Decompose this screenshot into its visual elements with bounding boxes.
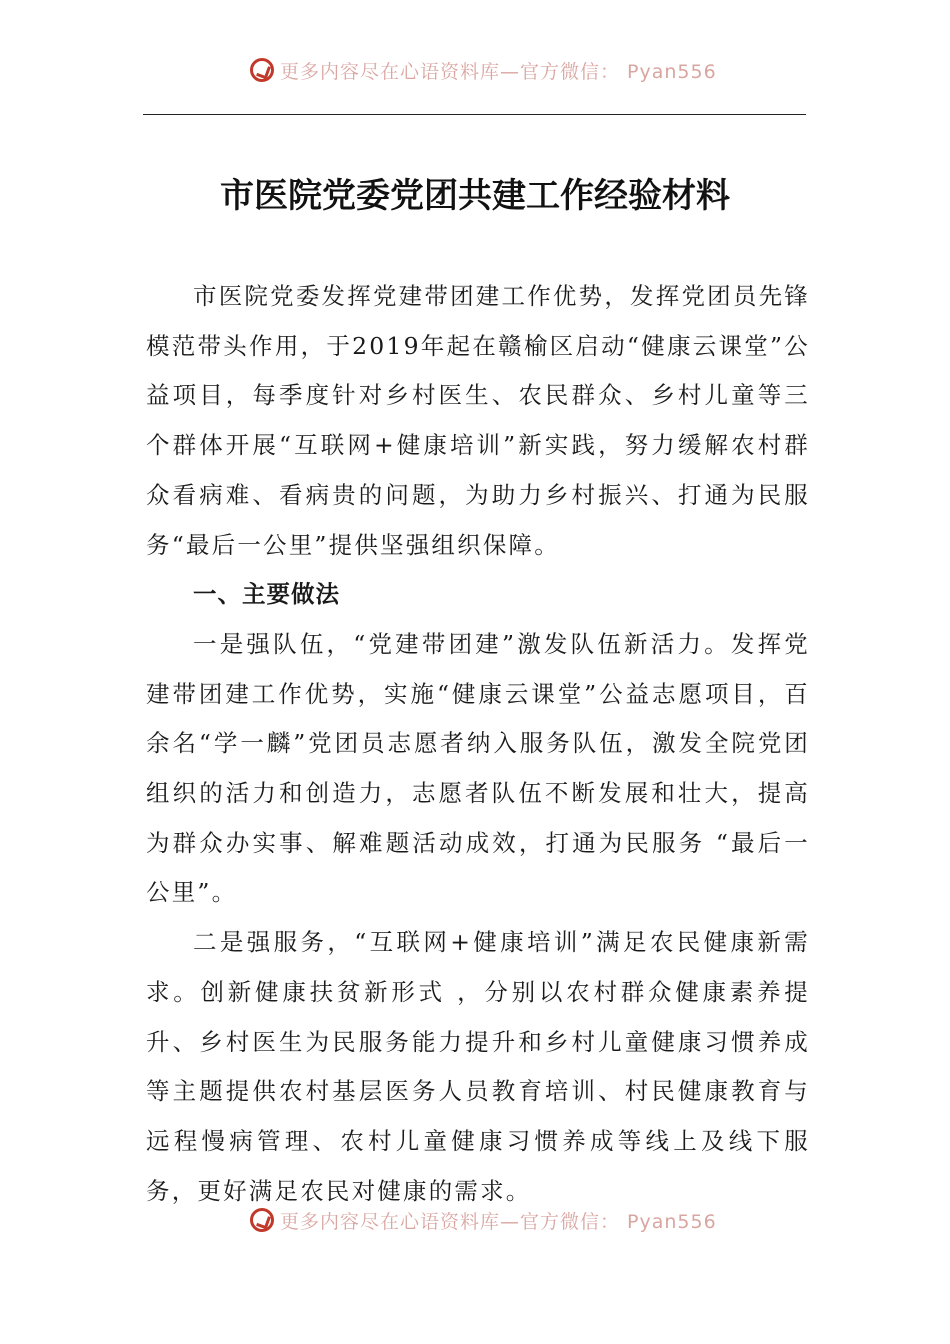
paragraph-team: 一是强队伍，“党建带团建”激发队伍新活力。发挥党建带团建工作优势，实施“健康云课堂”公益志愿项目，百余名“学一麟”党团员志愿者纳入服务队伍，激发全院党团组织的活力和创造力，志愿者队伍不断发展和壮大，提高为群众办实事、解难题活动成效，打通为民服务 “最后一公里”。	[146, 629, 810, 907]
paragraph-service: 二是强服务，“互联网+健康培训”满足农民健康新需求。创新健康扶贫新形式 ，分别以农村群众健康素养提升、乡村医生为民服务能力提升和乡村儿童健康习惯养成等主题提供农村基层医务人员教育培训、村民健康教育与远程慢病管理、农村儿童健康习惯养成等线上及线下服务，更好满足农民对健康的需求。	[146, 928, 810, 1205]
section-heading: 一、主要做法	[193, 580, 340, 609]
header-divider	[143, 114, 806, 115]
watermark-header	[250, 56, 717, 84]
watermark-text: 更多内容尽在心语资料库—官方微信： Pyan556	[280, 1210, 717, 1233]
watermark-footer	[250, 1206, 717, 1234]
document-title: 市医院党委党团共建工作经验材料	[220, 176, 730, 216]
watermark-logo-icon	[250, 58, 274, 82]
paragraph-intro: 市医院党委发挥党建带团建工作优势，发挥党团员先锋模范带头作用，于2019年起在赣榆区启动“健康云课堂”公益项目，每季度针对乡村医生、农民群众、乡村儿童等三个群体开展“互联网+健康培训”新实践，努力缓解农村群众看病难、看病贵的问题，为助力乡村振兴、打通为民服务“最后一公里”提供坚强组织保障。	[146, 282, 810, 559]
document-body	[146, 272, 810, 1216]
watermark-logo-icon	[250, 1208, 274, 1232]
watermark-text: 更多内容尽在心语资料库—官方微信： Pyan556	[280, 60, 717, 83]
